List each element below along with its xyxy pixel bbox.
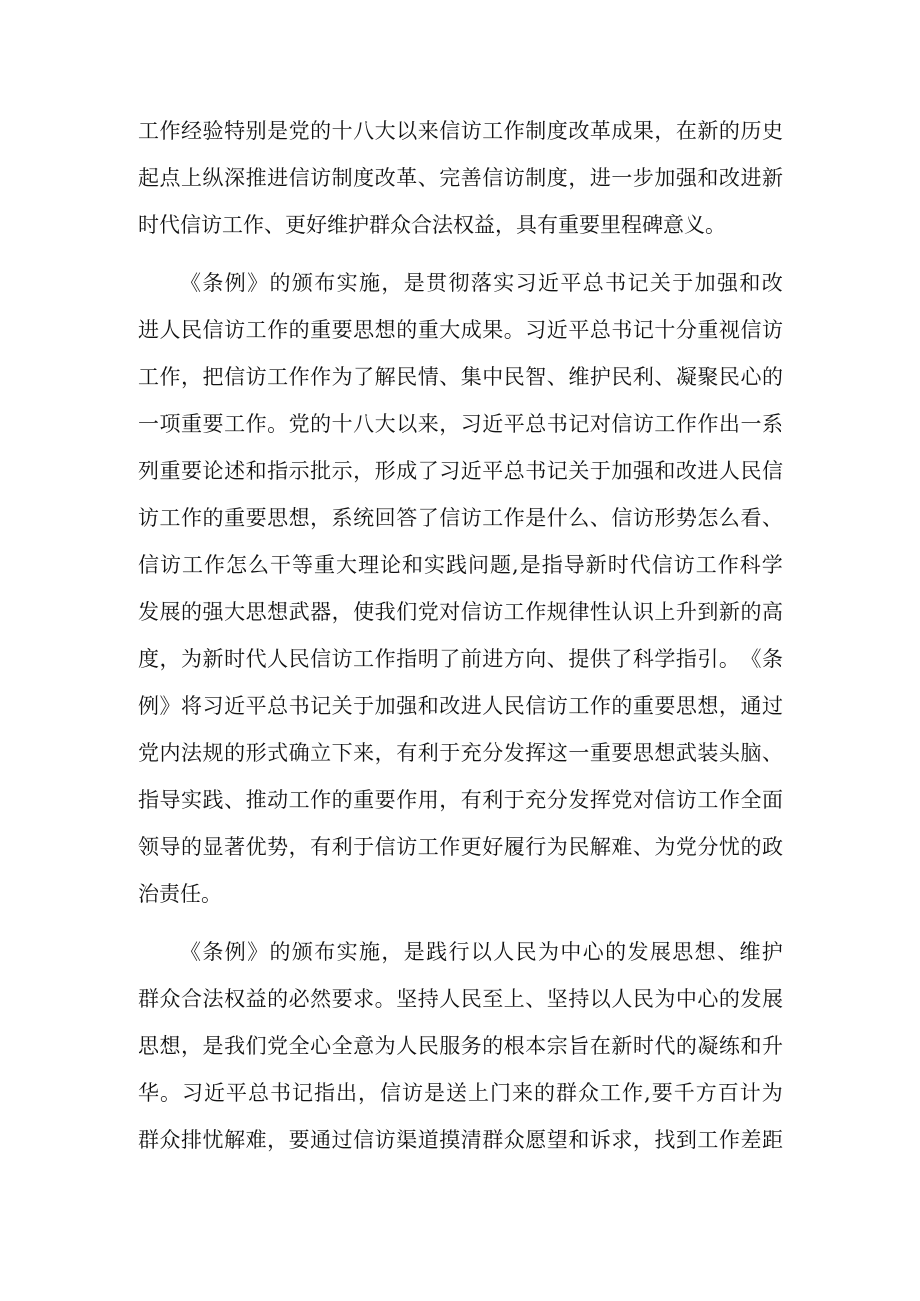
paragraph-first-line: 《 条 例 》 的 颁 布 实 施 ， 是 践 行 以 人 民 为 中 心 的 发 展 思 想 、 维 护: [180, 940, 783, 964]
text-line: 思 想 ， 是 我 们 党 全 心 全 意 为 人 民 服 务 的 根 本 宗 旨 在 新 时 代 的 凝 练 和 升: [138, 1034, 783, 1058]
text-line: 进 人 民 信 访 工 作 的 重 要 思 想 的 重 大 成 果 。 习 近 平 总 书 记 十 分 重 视 信 访: [138, 318, 783, 342]
text-line: 列 重 要 论 述 和 指 示 批 示 ， 形 成 了 习 近 平 总 书 记 关 于 加 强 和 改 进 人 民 信: [138, 459, 783, 483]
text-line: 例 》 将 习 近 平 总 书 记 关 于 加 强 和 改 进 人 民 信 访 工 作 的 重 要 思 想 ， 通 过: [138, 694, 783, 718]
text-line: 群 众 排 忧 解 难 ， 要 通 过 信 访 渠 道 摸 清 群 众 愿 望 和 诉 求 ， 找 到 工 作 差 距: [138, 1128, 783, 1152]
text-line: 时代信访工作、更好维护群众合法权益，具有重要里程碑意义。: [138, 213, 726, 237]
text-line: 访 工 作 的 重 要 思 想 ， 系 统 回 答 了 信 访 工 作 是 什 么 、 信 访 形 势 怎 么 看 、: [138, 506, 783, 530]
text-line: 群 众 合 法 权 益 的 必 然 要 求 。 坚 持 人 民 至 上 、 坚 持 以 人 民 为 中 心 的 发 展: [138, 987, 783, 1011]
body-text: [138, 108, 783, 1164]
text-line: 工 作 经 验 特 别 是 党 的 十 八 大 以 来 信 访 工 作 制 度 改 革 成 果 ， 在 新 的 历 史: [138, 119, 783, 143]
text-line: 指 导 实 践 、 推 动 工 作 的 重 要 作 用 ， 有 利 于 充 分 发 挥 党 对 信 访 工 作 全 面: [138, 788, 783, 812]
text-line: 度 ， 为 新 时 代 人 民 信 访 工 作 指 明 了 前 进 方 向 、 提 供 了 科 学 指 引 。 《 条: [138, 647, 783, 671]
text-line: 起 点 上 纵 深 推 进 信 访 制 度 改 革 、 完 善 信 访 制 度 ， 进 一 步 加 强 和 改 进 新: [138, 166, 783, 190]
text-line: 发 展 的 强 大 思 想 武 器 ， 使 我 们 党 对 信 访 工 作 规 律 性 认 识 上 升 到 新 的 高: [138, 600, 783, 624]
text-line: 华 。 习 近 平 总 书 记 指 出 ， 信 访 是 送 上 门 来 的 群 众 工 作 , 要 千 方 百 计 为: [138, 1081, 783, 1105]
text-line: 工 作 ， 把 信 访 工 作 作 为 了 解 民 情 、 集 中 民 智 、 维 护 民 利 、 凝 聚 民 心 的: [138, 365, 783, 389]
text-line: 党 内 法 规 的 形 式 确 立 下 来 ， 有 利 于 充 分 发 挥 这 一 重 要 思 想 武 装 头 脑 、: [138, 741, 783, 765]
text-line: 一 项 重 要 工 作 。 党 的 十 八 大 以 来 ， 习 近 平 总 书 记 对 信 访 工 作 作 出 一 系: [138, 412, 783, 436]
text-line: 治责任。: [138, 882, 222, 906]
text-line: 领 导 的 显 著 优 势 ， 有 利 于 信 访 工 作 更 好 履 行 为 民 解 难 、 为 党 分 忧 的 政: [138, 835, 783, 859]
paragraph-first-line: 《 条 例 》 的 颁 布 实 施 ， 是 贯 彻 落 实 习 近 平 总 书 记 关 于 加 强 和 改: [180, 271, 783, 295]
text-line: 信 访 工 作 怎 么 干 等 重 大 理 论 和 实 践 问 题 , 是 指 导 新 时 代 信 访 工 作 科 学: [138, 553, 783, 577]
